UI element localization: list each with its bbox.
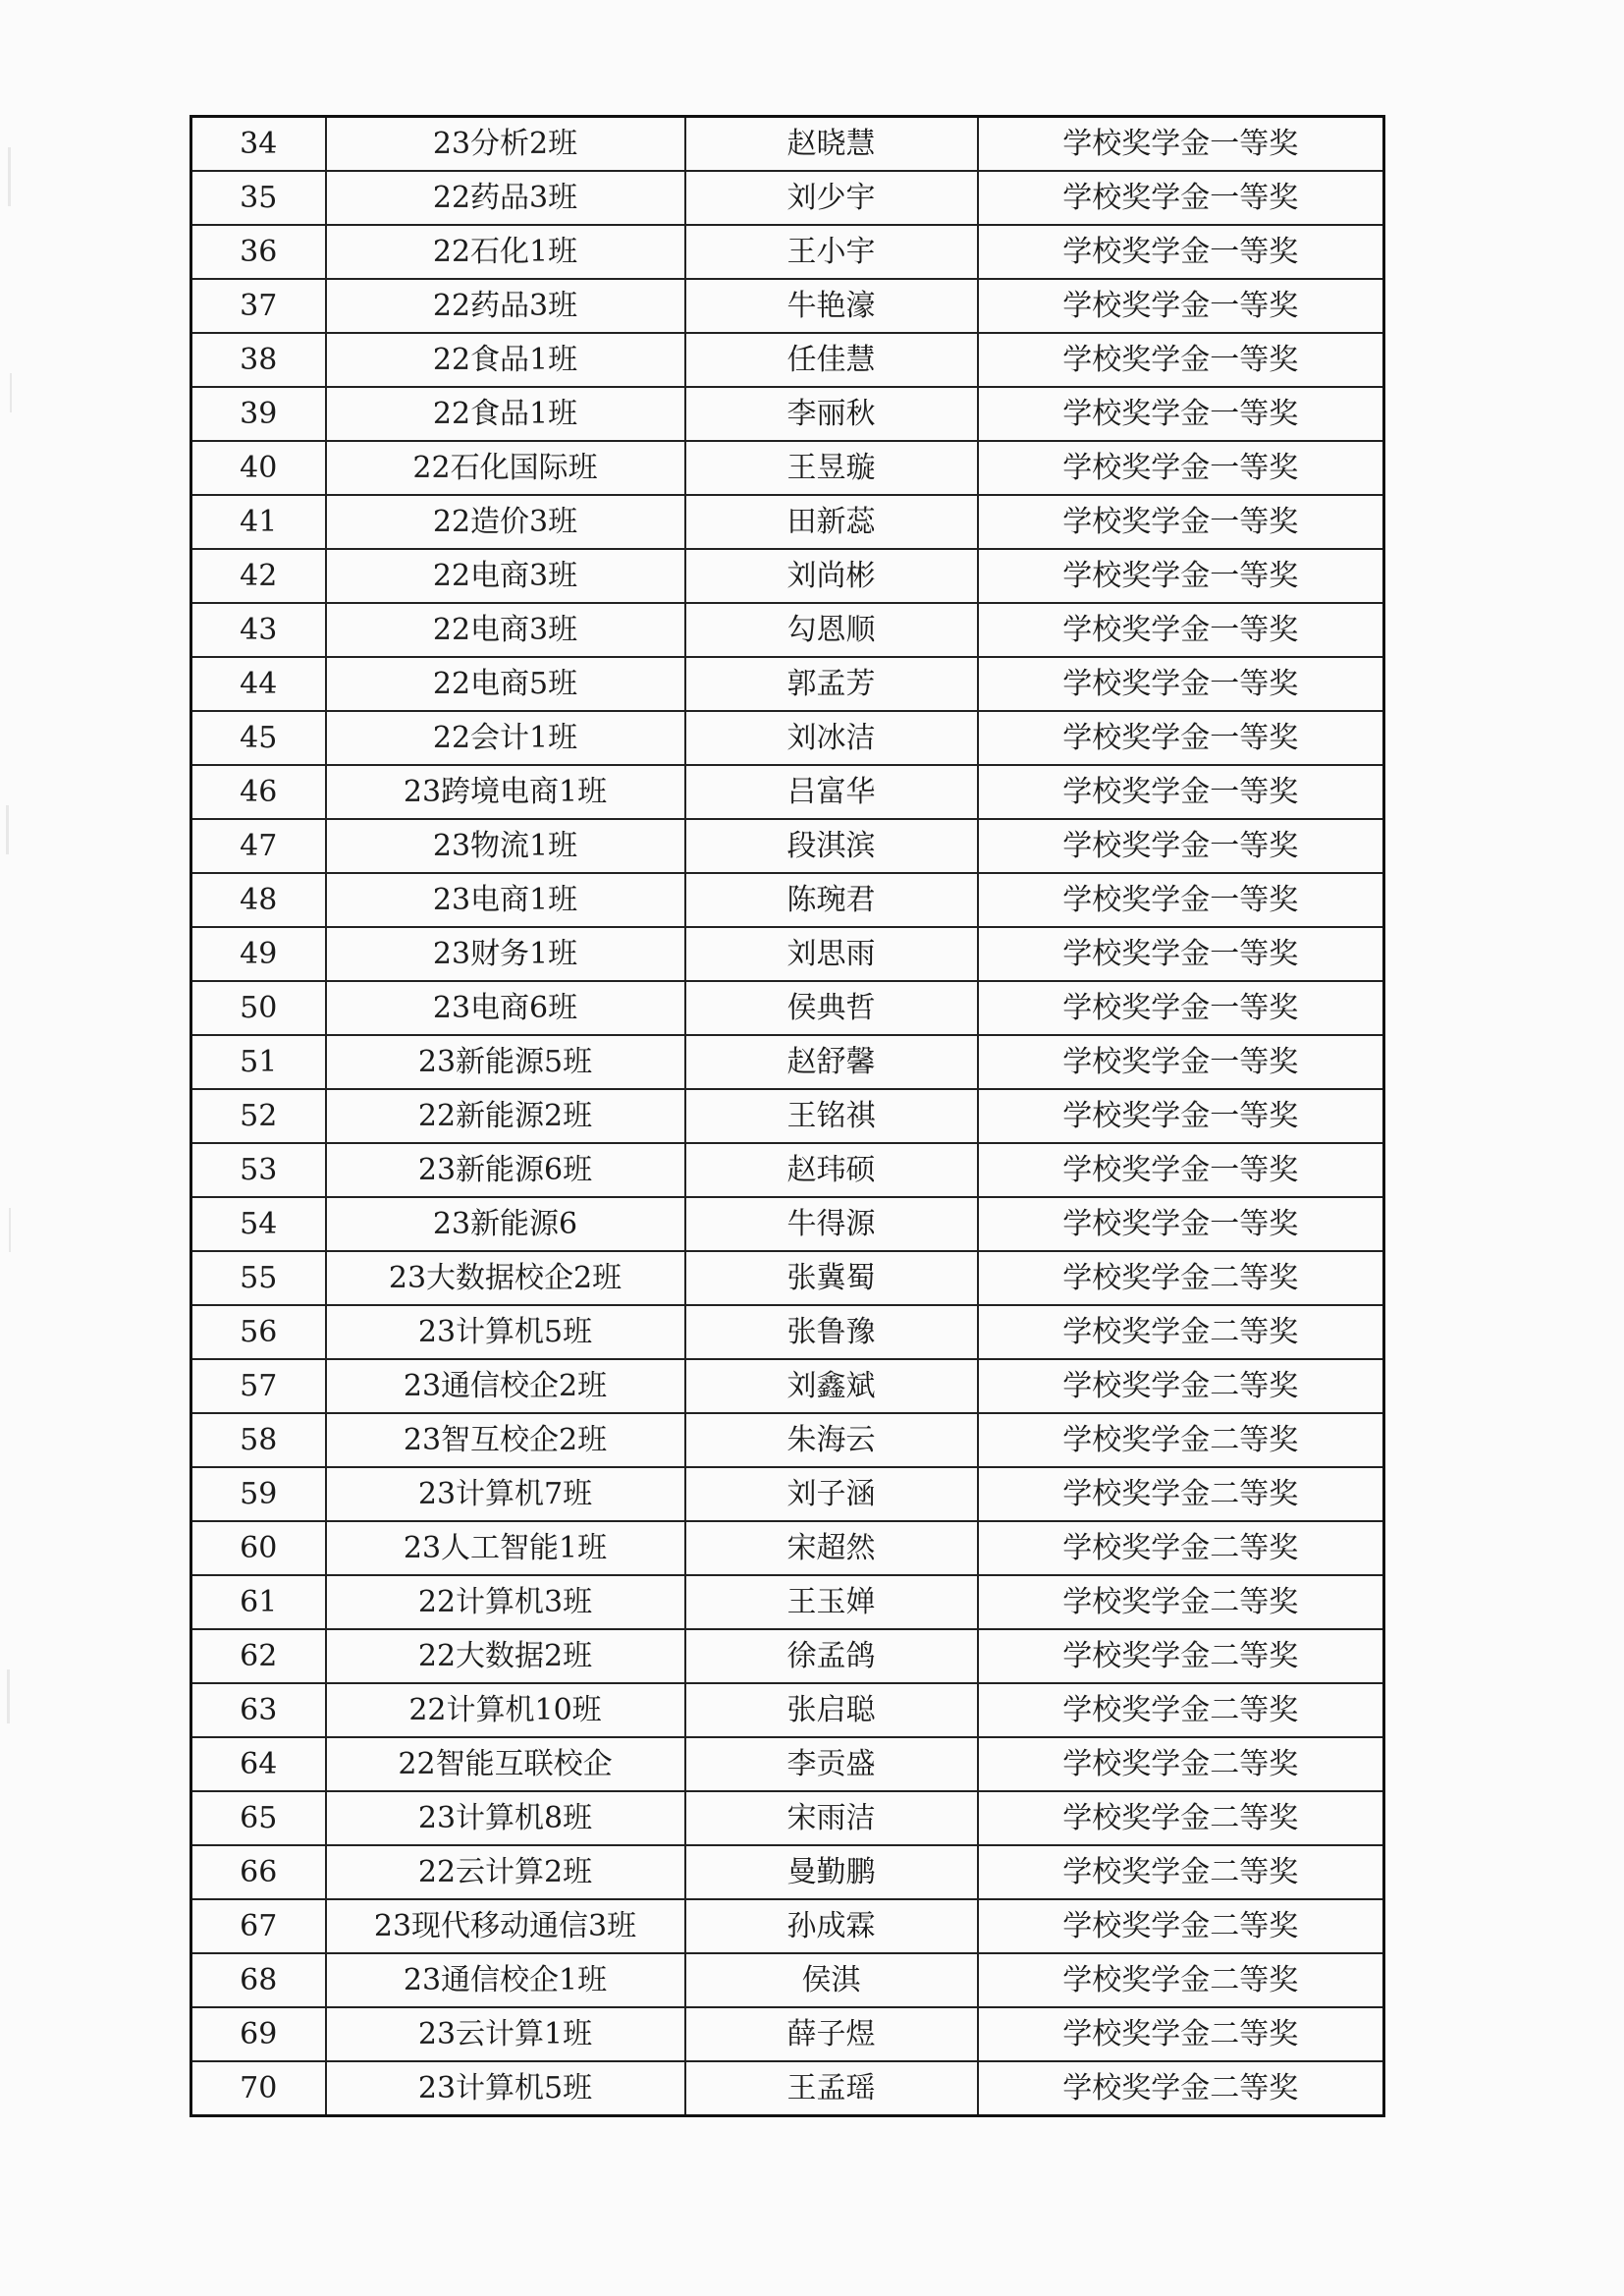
table-row [191, 765, 1384, 819]
table-row [191, 1521, 1384, 1575]
class-cell: 23计算机5班 [326, 1305, 685, 1359]
table-row [191, 1629, 1384, 1683]
award-cell: 学校奖学金二等奖 [978, 1899, 1384, 1953]
class-cell: 23计算机8班 [326, 1791, 685, 1845]
row-number-cell: 55 [191, 1251, 326, 1305]
class-cell: 23现代移动通信3班 [326, 1899, 685, 1953]
student-name-cell: 宋超然 [685, 1521, 978, 1575]
award-cell: 学校奖学金一等奖 [978, 927, 1384, 981]
class-cell: 23财务1班 [326, 927, 685, 981]
student-name-cell: 牛得源 [685, 1197, 978, 1251]
row-number-cell: 53 [191, 1143, 326, 1197]
student-name-cell: 刘少宇 [685, 171, 978, 225]
table-row [191, 1953, 1384, 2007]
table-row [191, 117, 1384, 172]
scan-artifact [10, 373, 12, 412]
student-name-cell: 王玉婵 [685, 1575, 978, 1629]
class-cell: 22石化1班 [326, 225, 685, 279]
award-cell: 学校奖学金一等奖 [978, 333, 1384, 387]
row-number-cell: 47 [191, 819, 326, 873]
student-name-cell: 牛艳濠 [685, 279, 978, 333]
student-name-cell: 刘子涵 [685, 1467, 978, 1521]
table-row [191, 1899, 1384, 1953]
table-row [191, 549, 1384, 603]
row-number-cell: 41 [191, 495, 326, 549]
table-row [191, 1575, 1384, 1629]
student-name-cell: 王小宇 [685, 225, 978, 279]
table-row [191, 981, 1384, 1035]
class-cell: 22电商5班 [326, 657, 685, 711]
student-name-cell: 张鲁豫 [685, 1305, 978, 1359]
row-number-cell: 70 [191, 2061, 326, 2116]
student-name-cell: 侯典哲 [685, 981, 978, 1035]
award-cell: 学校奖学金二等奖 [978, 1737, 1384, 1791]
student-name-cell: 赵玮硕 [685, 1143, 978, 1197]
award-cell: 学校奖学金一等奖 [978, 1035, 1384, 1089]
row-number-cell: 49 [191, 927, 326, 981]
table-row [191, 657, 1384, 711]
table-row [191, 333, 1384, 387]
table-row [191, 819, 1384, 873]
class-cell: 22电商3班 [326, 549, 685, 603]
table-row [191, 1791, 1384, 1845]
class-cell: 22食品1班 [326, 387, 685, 441]
student-name-cell: 郭孟芳 [685, 657, 978, 711]
row-number-cell: 50 [191, 981, 326, 1035]
class-cell: 22新能源2班 [326, 1089, 685, 1143]
row-number-cell: 38 [191, 333, 326, 387]
class-cell: 23新能源6 [326, 1197, 685, 1251]
award-cell: 学校奖学金一等奖 [978, 1089, 1384, 1143]
row-number-cell: 60 [191, 1521, 326, 1575]
table-row [191, 387, 1384, 441]
award-cell: 学校奖学金二等奖 [978, 2061, 1384, 2116]
row-number-cell: 35 [191, 171, 326, 225]
table-row [191, 1467, 1384, 1521]
class-cell: 23物流1班 [326, 819, 685, 873]
student-name-cell: 勾恩顺 [685, 603, 978, 657]
scan-artifact [8, 147, 11, 206]
award-cell: 学校奖学金一等奖 [978, 657, 1384, 711]
table-row [191, 441, 1384, 495]
scan-artifact [7, 1669, 10, 1723]
row-number-cell: 66 [191, 1845, 326, 1899]
class-cell: 22电商3班 [326, 603, 685, 657]
award-cell: 学校奖学金一等奖 [978, 711, 1384, 765]
row-number-cell: 65 [191, 1791, 326, 1845]
award-cell: 学校奖学金一等奖 [978, 1143, 1384, 1197]
row-number-cell: 42 [191, 549, 326, 603]
student-name-cell: 吕富华 [685, 765, 978, 819]
award-cell: 学校奖学金二等奖 [978, 1629, 1384, 1683]
row-number-cell: 43 [191, 603, 326, 657]
award-cell: 学校奖学金一等奖 [978, 279, 1384, 333]
table-row [191, 1737, 1384, 1791]
award-cell: 学校奖学金一等奖 [978, 549, 1384, 603]
student-name-cell: 王铭祺 [685, 1089, 978, 1143]
student-name-cell: 徐孟鸽 [685, 1629, 978, 1683]
table-row [191, 1143, 1384, 1197]
student-name-cell: 赵舒馨 [685, 1035, 978, 1089]
class-cell: 22大数据2班 [326, 1629, 685, 1683]
class-cell: 22食品1班 [326, 333, 685, 387]
class-cell: 23大数据校企2班 [326, 1251, 685, 1305]
row-number-cell: 34 [191, 117, 326, 172]
award-cell: 学校奖学金二等奖 [978, 1251, 1384, 1305]
class-cell: 23人工智能1班 [326, 1521, 685, 1575]
table-row [191, 495, 1384, 549]
scan-artifact [9, 1208, 11, 1252]
class-cell: 22计算机3班 [326, 1575, 685, 1629]
scholarship-award-table [189, 115, 1385, 2117]
row-number-cell: 39 [191, 387, 326, 441]
class-cell: 23电商1班 [326, 873, 685, 927]
table-row [191, 1683, 1384, 1737]
table-row [191, 279, 1384, 333]
row-number-cell: 40 [191, 441, 326, 495]
award-cell: 学校奖学金一等奖 [978, 1197, 1384, 1251]
award-cell: 学校奖学金一等奖 [978, 819, 1384, 873]
table-row [191, 1251, 1384, 1305]
student-name-cell: 王孟瑶 [685, 2061, 978, 2116]
class-cell: 23通信校企1班 [326, 1953, 685, 2007]
table-row [191, 711, 1384, 765]
class-cell: 23计算机7班 [326, 1467, 685, 1521]
row-number-cell: 68 [191, 1953, 326, 2007]
row-number-cell: 44 [191, 657, 326, 711]
table-row [191, 1413, 1384, 1467]
award-cell: 学校奖学金一等奖 [978, 981, 1384, 1035]
student-name-cell: 刘尚彬 [685, 549, 978, 603]
student-name-cell: 孙成霖 [685, 1899, 978, 1953]
table-row [191, 603, 1384, 657]
class-cell: 23通信校企2班 [326, 1359, 685, 1413]
table-row [191, 1035, 1384, 1089]
award-cell: 学校奖学金一等奖 [978, 873, 1384, 927]
award-cell: 学校奖学金一等奖 [978, 117, 1384, 172]
award-cell: 学校奖学金二等奖 [978, 1953, 1384, 2007]
table-row [191, 873, 1384, 927]
class-cell: 22药品3班 [326, 171, 685, 225]
row-number-cell: 51 [191, 1035, 326, 1089]
row-number-cell: 58 [191, 1413, 326, 1467]
award-cell: 学校奖学金一等奖 [978, 171, 1384, 225]
row-number-cell: 46 [191, 765, 326, 819]
class-cell: 23计算机5班 [326, 2061, 685, 2116]
table-body [191, 117, 1384, 2116]
class-cell: 23分析2班 [326, 117, 685, 172]
row-number-cell: 48 [191, 873, 326, 927]
student-name-cell: 刘鑫斌 [685, 1359, 978, 1413]
award-cell: 学校奖学金二等奖 [978, 1521, 1384, 1575]
row-number-cell: 64 [191, 1737, 326, 1791]
table-row [191, 1845, 1384, 1899]
award-cell: 学校奖学金二等奖 [978, 1467, 1384, 1521]
class-cell: 23电商6班 [326, 981, 685, 1035]
student-name-cell: 侯淇 [685, 1953, 978, 2007]
class-cell: 23云计算1班 [326, 2007, 685, 2061]
class-cell: 22会计1班 [326, 711, 685, 765]
award-cell: 学校奖学金一等奖 [978, 495, 1384, 549]
row-number-cell: 57 [191, 1359, 326, 1413]
row-number-cell: 37 [191, 279, 326, 333]
award-cell: 学校奖学金二等奖 [978, 1845, 1384, 1899]
row-number-cell: 61 [191, 1575, 326, 1629]
class-cell: 22智能互联校企 [326, 1737, 685, 1791]
scan-artifact [6, 805, 9, 854]
award-cell: 学校奖学金二等奖 [978, 1413, 1384, 1467]
award-cell: 学校奖学金一等奖 [978, 225, 1384, 279]
award-cell: 学校奖学金一等奖 [978, 603, 1384, 657]
class-cell: 23新能源6班 [326, 1143, 685, 1197]
class-cell: 22云计算2班 [326, 1845, 685, 1899]
student-name-cell: 段淇滨 [685, 819, 978, 873]
class-cell: 23新能源5班 [326, 1035, 685, 1089]
award-cell: 学校奖学金二等奖 [978, 1575, 1384, 1629]
table-row [191, 927, 1384, 981]
row-number-cell: 62 [191, 1629, 326, 1683]
row-number-cell: 63 [191, 1683, 326, 1737]
award-cell: 学校奖学金一等奖 [978, 441, 1384, 495]
student-name-cell: 薛子煜 [685, 2007, 978, 2061]
table-row [191, 2061, 1384, 2116]
row-number-cell: 59 [191, 1467, 326, 1521]
student-name-cell: 田新蕊 [685, 495, 978, 549]
student-name-cell: 李贡盛 [685, 1737, 978, 1791]
award-cell: 学校奖学金一等奖 [978, 387, 1384, 441]
student-name-cell: 曼勤鹏 [685, 1845, 978, 1899]
row-number-cell: 54 [191, 1197, 326, 1251]
table-row [191, 1359, 1384, 1413]
table-row [191, 1089, 1384, 1143]
table-row [191, 2007, 1384, 2061]
student-name-cell: 张冀蜀 [685, 1251, 978, 1305]
table-row [191, 225, 1384, 279]
student-name-cell: 任佳慧 [685, 333, 978, 387]
student-name-cell: 李丽秋 [685, 387, 978, 441]
row-number-cell: 36 [191, 225, 326, 279]
class-cell: 22药品3班 [326, 279, 685, 333]
table-row [191, 171, 1384, 225]
award-cell: 学校奖学金一等奖 [978, 765, 1384, 819]
class-cell: 22石化国际班 [326, 441, 685, 495]
class-cell: 23跨境电商1班 [326, 765, 685, 819]
award-cell: 学校奖学金二等奖 [978, 1305, 1384, 1359]
row-number-cell: 67 [191, 1899, 326, 1953]
student-name-cell: 刘冰洁 [685, 711, 978, 765]
student-name-cell: 宋雨洁 [685, 1791, 978, 1845]
award-cell: 学校奖学金二等奖 [978, 1683, 1384, 1737]
student-name-cell: 刘思雨 [685, 927, 978, 981]
row-number-cell: 56 [191, 1305, 326, 1359]
student-name-cell: 王昱璇 [685, 441, 978, 495]
student-name-cell: 朱海云 [685, 1413, 978, 1467]
table-row [191, 1197, 1384, 1251]
award-cell: 学校奖学金二等奖 [978, 2007, 1384, 2061]
student-name-cell: 张启聪 [685, 1683, 978, 1737]
class-cell: 22造价3班 [326, 495, 685, 549]
table-row [191, 1305, 1384, 1359]
student-name-cell: 赵晓慧 [685, 117, 978, 172]
student-name-cell: 陈琬君 [685, 873, 978, 927]
class-cell: 22计算机10班 [326, 1683, 685, 1737]
row-number-cell: 52 [191, 1089, 326, 1143]
row-number-cell: 69 [191, 2007, 326, 2061]
class-cell: 23智互校企2班 [326, 1413, 685, 1467]
award-cell: 学校奖学金二等奖 [978, 1359, 1384, 1413]
award-cell: 学校奖学金二等奖 [978, 1791, 1384, 1845]
row-number-cell: 45 [191, 711, 326, 765]
